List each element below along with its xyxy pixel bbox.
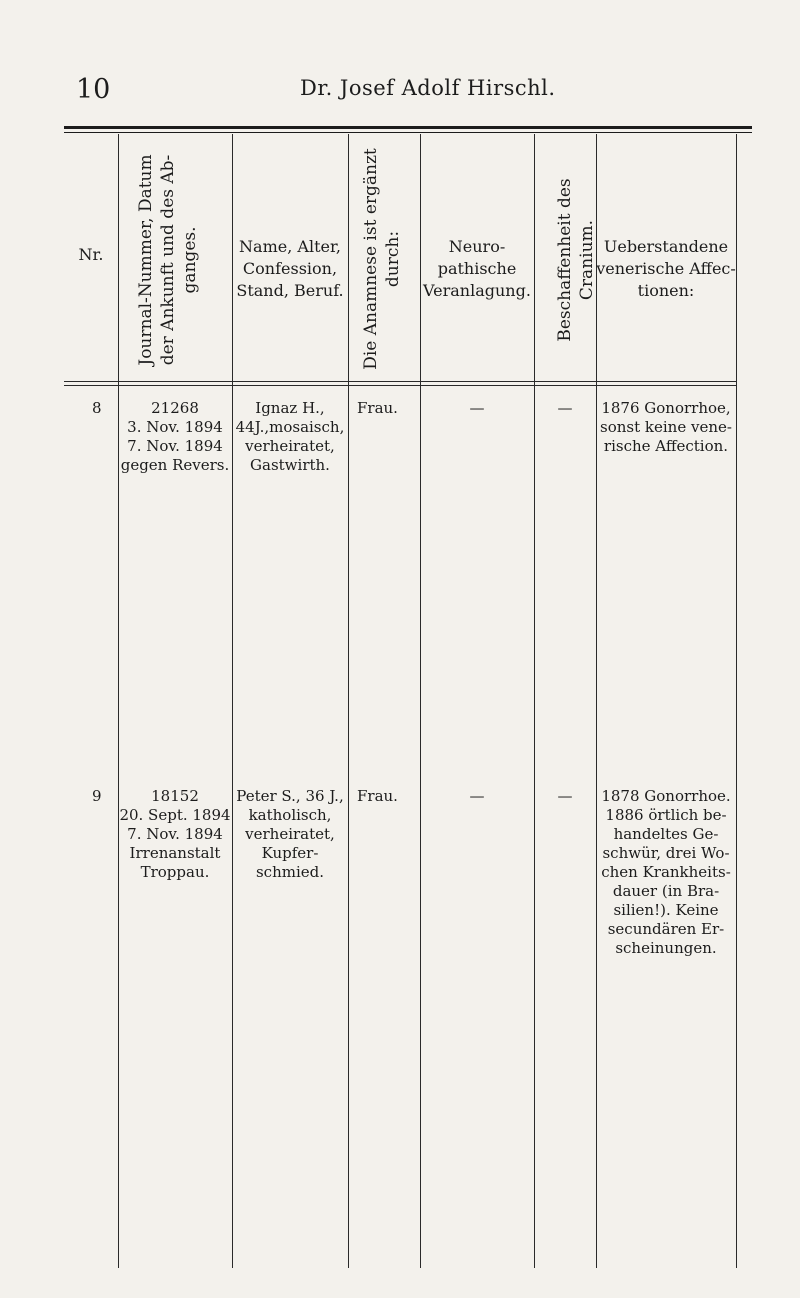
header-venerisch: Ueberstandene venerische Affec- tionen: <box>596 237 736 300</box>
header-name: Name, Alter, Confession, Stand, Beruf. <box>236 237 344 300</box>
running-title: Dr. Josef Adolf Hirschl. <box>300 76 556 100</box>
header-rule-2 <box>64 385 736 386</box>
cranium-cell: — <box>557 787 573 805</box>
anamnese-cell: Frau. <box>357 787 398 805</box>
col-line-1 <box>118 134 119 1268</box>
header-cranium: Beschaffenheit des Cranium. <box>555 178 597 342</box>
top-rule-thin <box>64 132 752 133</box>
col-line-7 <box>736 134 737 1268</box>
header-journal: Journal-Nummer, Datum der Ankunft und des Ab- ganges. <box>136 154 200 366</box>
col-line-2 <box>232 134 233 1268</box>
neuro-cell: — <box>469 787 485 805</box>
journal-cell: 21268 3. Nov. 1894 7. Nov. 1894 gegen Revers. <box>120 399 230 474</box>
col-line-6 <box>596 134 597 1268</box>
col-line-4 <box>420 134 421 1268</box>
page-number: 10 <box>76 74 111 105</box>
venerisch-cell: 1878 Gonorrhoe. 1886 örtlich be- handeltes Ge- schwür, drei Wo- chen Krankheits- dauer (in Bra- silien!). Keine secundären Er- scheinungen. <box>601 787 731 957</box>
header-neuro: Neuro- pathische Veranlagung. <box>423 237 531 300</box>
name-cell: Peter S., 36 J., katholisch, verheiratet, Kupfer- schmied. <box>236 787 344 881</box>
journal-cell: 18152 20. Sept. 1894 7. Nov. 1894 Irrenanstalt Troppau. <box>119 787 231 881</box>
row-nr: 9 <box>92 787 102 805</box>
col-line-5 <box>534 134 535 1268</box>
header-nr: Nr. <box>78 245 104 264</box>
anamnese-cell: Frau. <box>357 399 398 417</box>
cranium-cell: — <box>557 399 573 417</box>
row-nr: 8 <box>92 399 102 417</box>
neuro-cell: — <box>469 399 485 417</box>
top-rule-thick <box>64 126 752 129</box>
name-cell: Ignaz H., 44J.,mosaisch, verheiratet, Gastwirth. <box>235 399 345 474</box>
header-rule-1 <box>64 381 736 382</box>
header-anamnese: Die Anamnese ist ergänzt durch: <box>361 148 403 370</box>
venerisch-cell: 1876 Gonorrhoe, sonst keine vene- rische Affection. <box>600 399 732 455</box>
col-line-3 <box>348 134 349 1268</box>
